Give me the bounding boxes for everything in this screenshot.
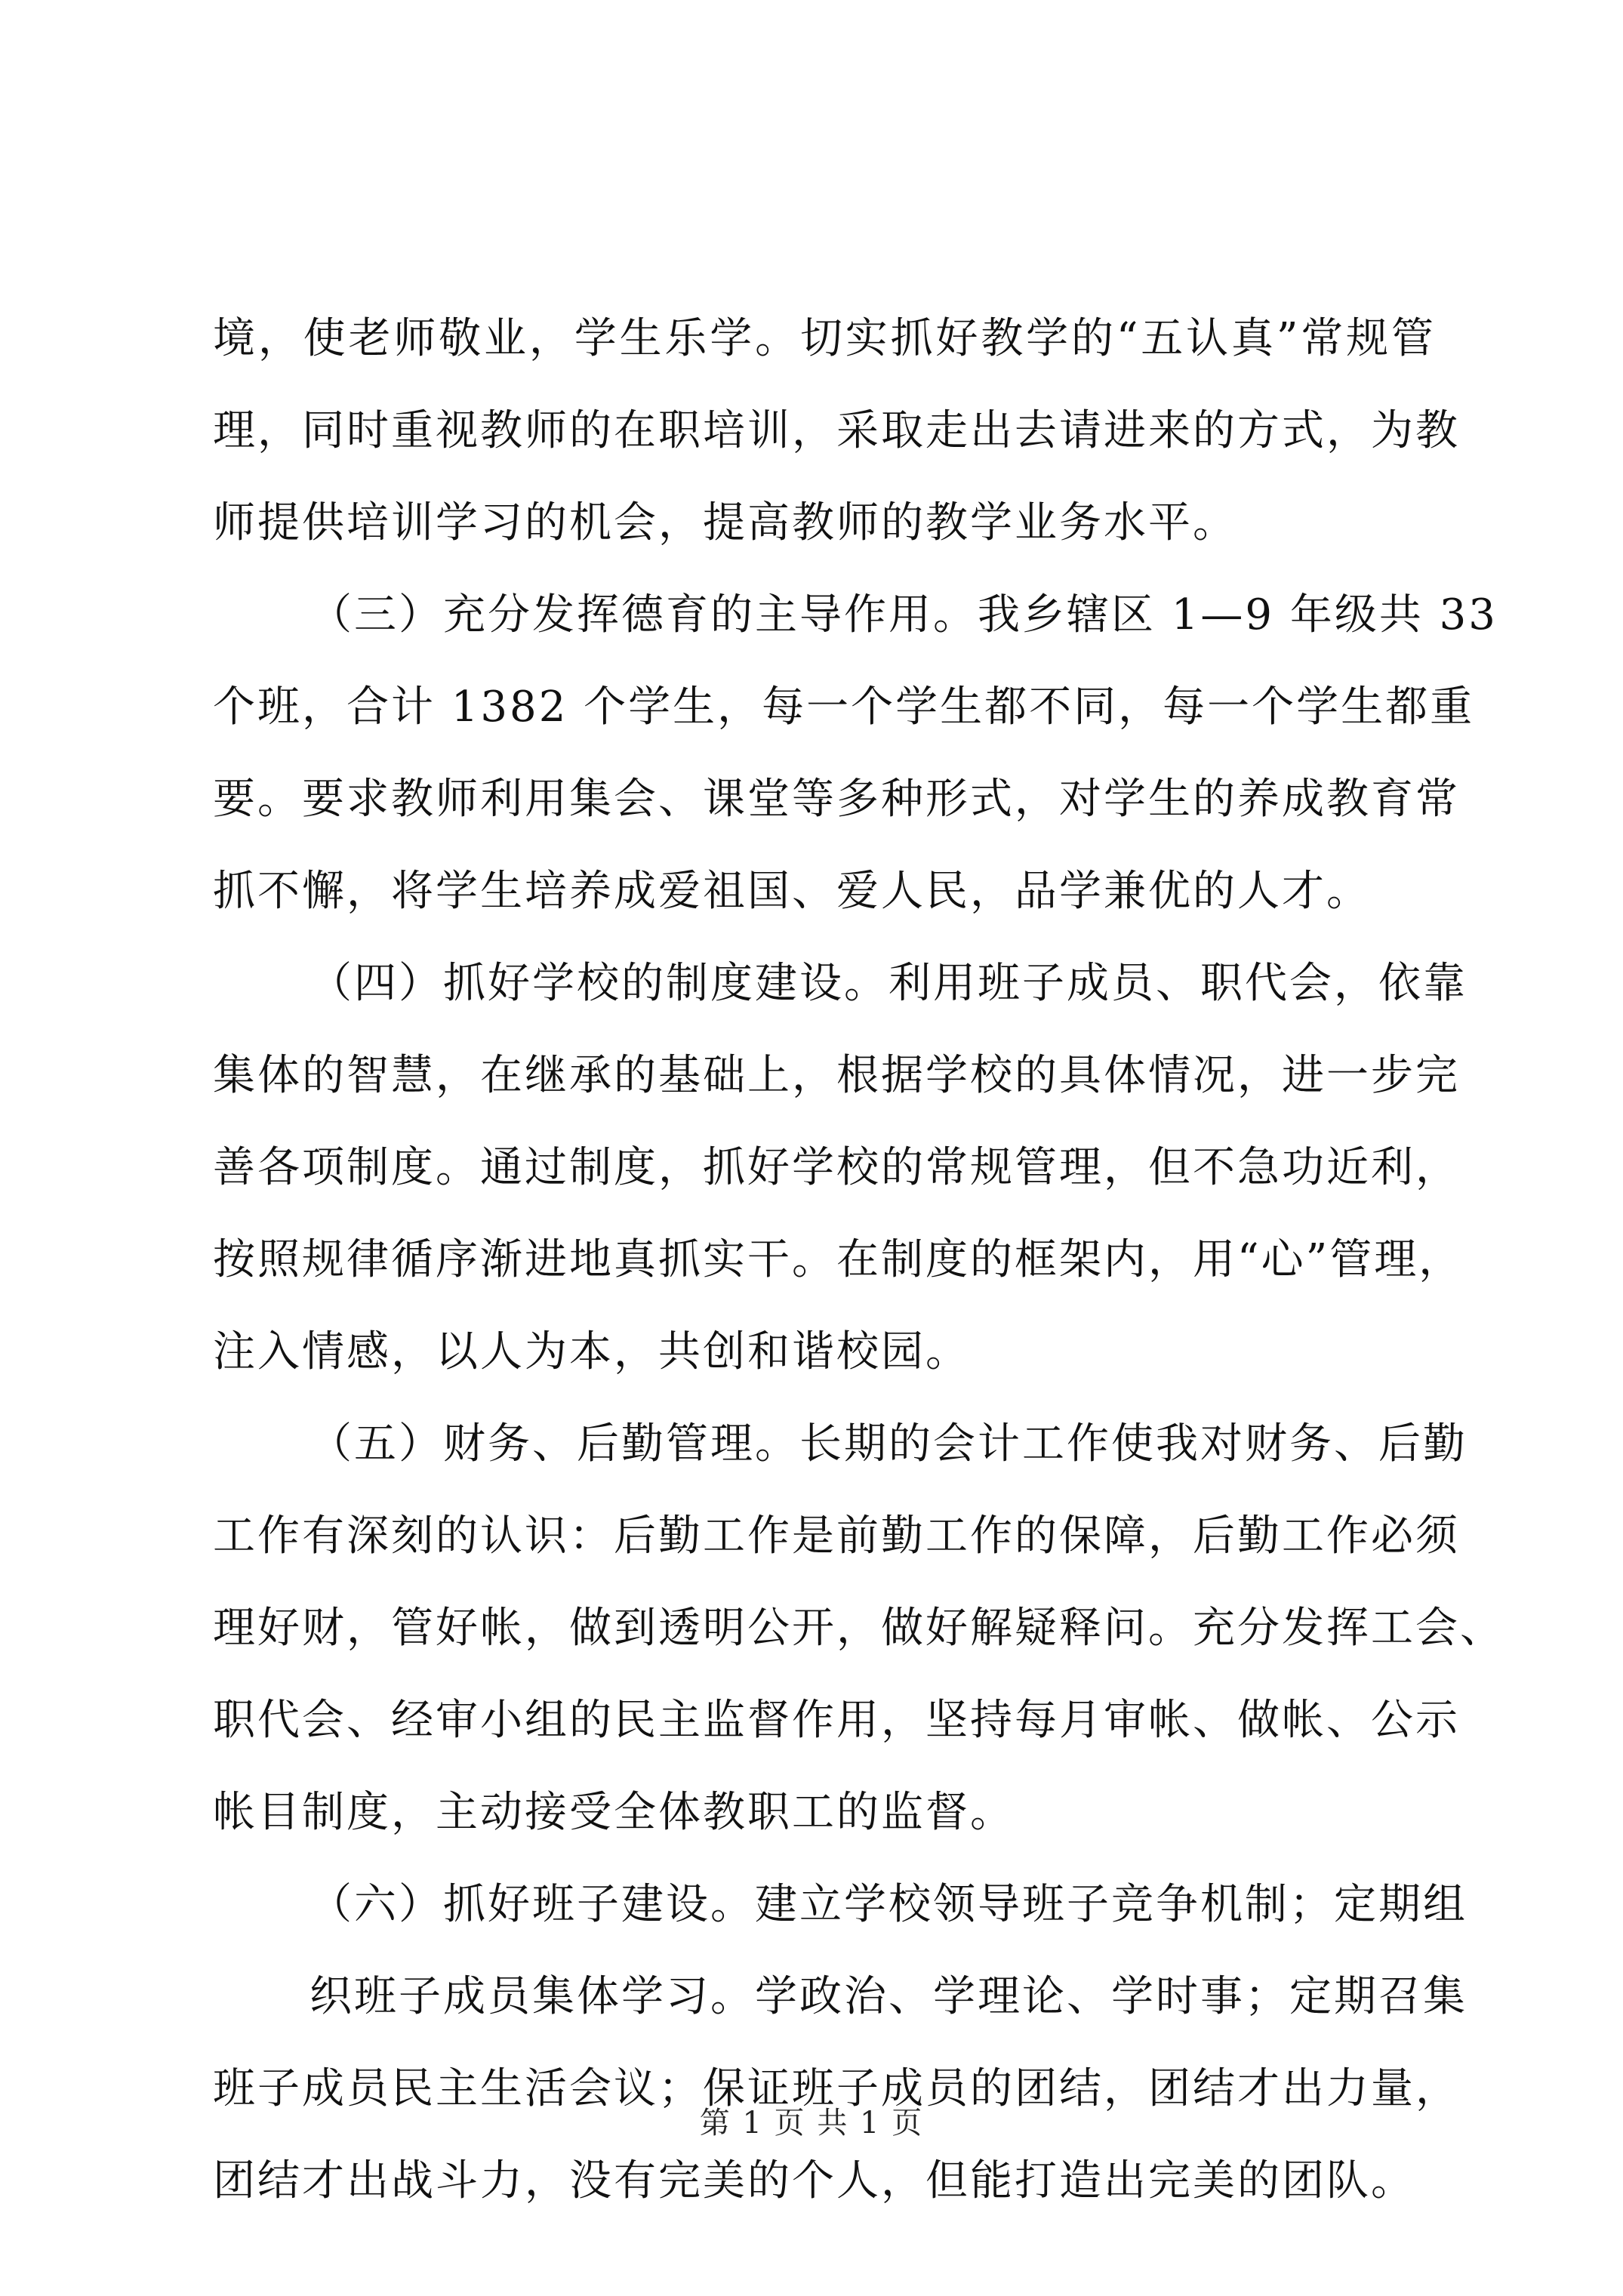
page-number-footer: 第 1 页 共 1 页 — [699, 2106, 924, 2140]
text-line: 理好财，管好帐，做到透明公开，做好解疑释问。充分发挥工会、 — [213, 1604, 1504, 1653]
paragraph-heading-line: （四）抓好学校的制度建设。利用班子成员、职代会，依靠 — [310, 959, 1467, 1008]
text-line: 个班，合计 1382 个学生，每一个学生都不同，每一个学生都重 — [213, 683, 1475, 732]
text-line: 帐目制度，主动接受全体教职工的监督。 — [213, 1788, 1015, 1837]
paragraph-heading-line: （五）财务、后勤管理。长期的会计工作使我对财务、后勤 — [310, 1419, 1467, 1469]
text-line: 班子成员民主生活会议；保证班子成员的团结，团结才出力量， — [213, 2064, 1460, 2113]
text-line: 集体的智慧，在继承的基础上，根据学校的具体情况，进一步完 — [213, 1051, 1460, 1100]
text-line: 按照规律循序渐进地真抓实干。在制度的框架内，用“心”管理， — [213, 1235, 1464, 1284]
paragraph-heading-line: （六）抓好班子建设。建立学校领导班子竞争机制；定期组 — [310, 1880, 1467, 1929]
paragraph-heading-line: （三）充分发挥德育的主导作用。我乡辖区 1—9 年级共 33 — [310, 590, 1498, 639]
text-line: 理，同时重视教师的在职培训，采取走出去请进来的方式，为教 — [213, 406, 1460, 455]
text-line: 师提供培训学习的机会，提高教师的教学业务水平。 — [213, 498, 1237, 547]
document-body — [213, 293, 1504, 2227]
text-line: 境，使老师敬业，学生乐学。切实抓好教学的“五认真”常规管 — [213, 314, 1436, 363]
text-line: 抓不懈，将学生培养成爱祖国、爱人民，品学兼优的人才。 — [213, 867, 1371, 916]
text-line: 职代会、经审小组的民主监督作用，坚持每月审帐、做帐、公示 — [213, 1696, 1460, 1745]
text-line: 工作有深刻的认识：后勤工作是前勤工作的保障，后勤工作必须 — [213, 1512, 1460, 1561]
text-line: 要。要求教师利用集会、课堂等多种形式，对学生的养成教育常 — [213, 775, 1460, 824]
text-line: 善各项制度。通过制度，抓好学校的常规管理，但不急功近利， — [213, 1143, 1460, 1192]
text-line: 团结才出战斗力，没有完美的个人，但能打造出完美的团队。 — [213, 2156, 1415, 2205]
text-line: 注入情感，以人为本，共创和谐校园。 — [213, 1327, 970, 1376]
text-line: 织班子成员集体学习。学政治、学理论、学时事；定期召集 — [310, 1972, 1467, 2021]
